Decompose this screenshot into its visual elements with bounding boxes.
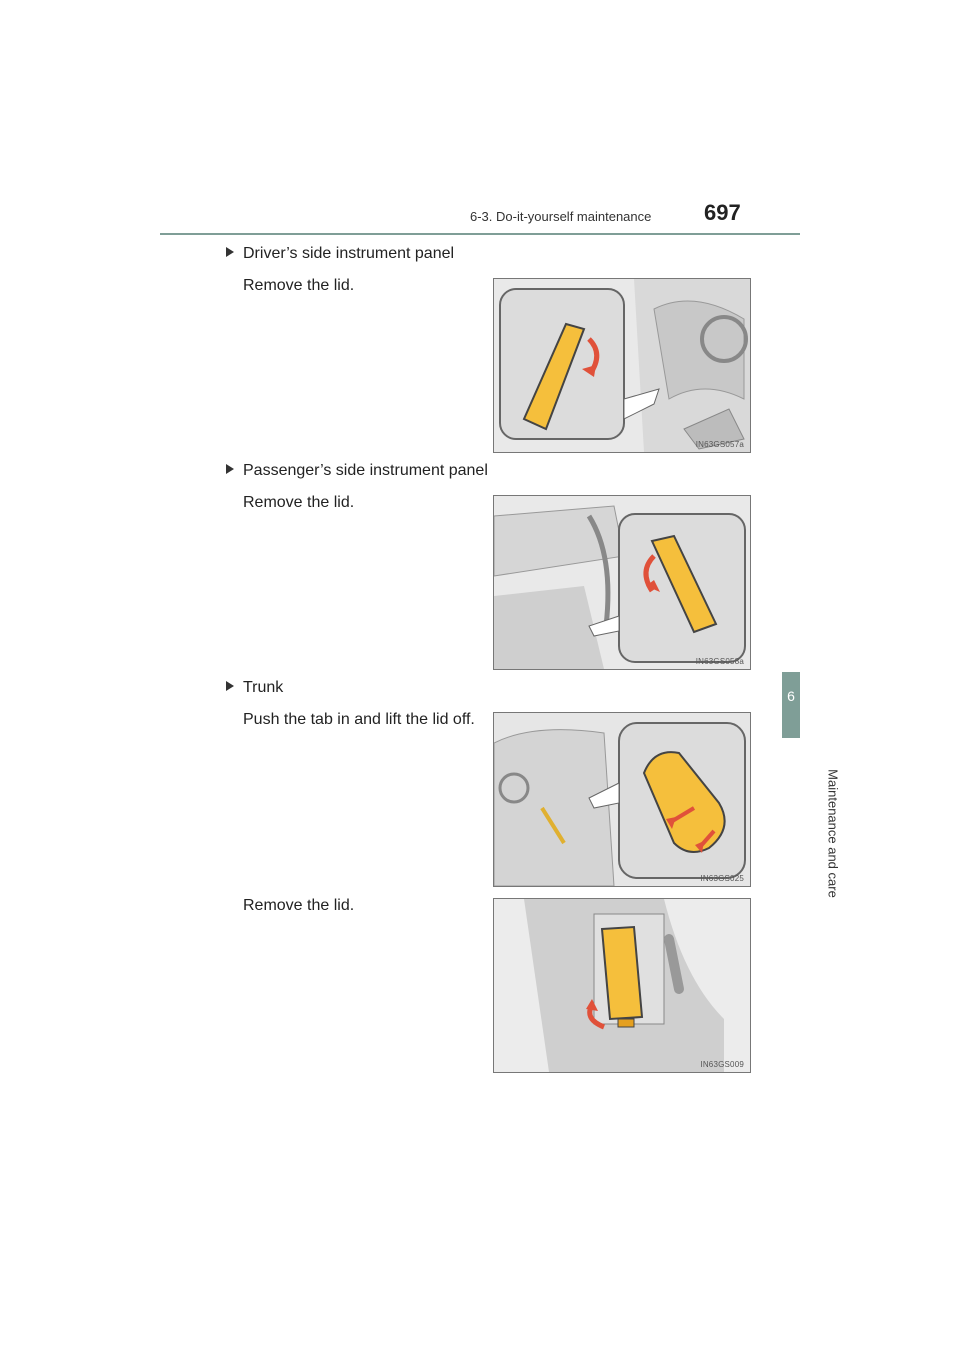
item-instruction: Push the tab in and lift the lid off. xyxy=(243,711,475,728)
figure-id: IN63GS058a xyxy=(695,657,744,666)
item-heading-text: Driver’s side instrument panel xyxy=(243,245,455,262)
trunk-lid-illustration xyxy=(494,899,750,1072)
chapter-number: 6 xyxy=(787,688,795,704)
chapter-title: Maintenance and care xyxy=(825,769,841,898)
item-instruction: Remove the lid. xyxy=(243,277,355,294)
item-instruction: Remove the lid. xyxy=(243,494,355,511)
bullet-triangle-icon xyxy=(226,464,234,474)
item-heading-text: Trunk xyxy=(243,679,284,696)
bullet-triangle-icon xyxy=(226,247,234,257)
figure-passenger-panel xyxy=(493,495,751,670)
figure-trunk-lid xyxy=(493,898,751,1073)
driver-panel-illustration xyxy=(494,279,750,452)
page-number: 697 xyxy=(704,200,741,225)
item-heading-text: Passenger’s side instrument panel xyxy=(243,462,488,479)
item-instruction: Remove the lid. xyxy=(243,897,355,914)
item-heading-passenger xyxy=(226,462,488,480)
figure-driver-panel xyxy=(493,278,751,453)
chapter-tab xyxy=(782,672,800,738)
trunk-illustration xyxy=(494,713,750,886)
figure-trunk xyxy=(493,712,751,887)
header-rule xyxy=(160,233,800,235)
item-heading-driver xyxy=(226,245,454,263)
figure-id: IN63GS025 xyxy=(700,874,744,883)
figure-id: IN63GS057a xyxy=(695,440,744,449)
figure-id: IN63GS009 xyxy=(700,1060,744,1069)
passenger-panel-illustration xyxy=(494,496,750,669)
section-title: 6-3. Do-it-yourself maintenance xyxy=(470,209,652,224)
item-heading-trunk xyxy=(226,679,283,697)
bullet-triangle-icon xyxy=(226,681,234,691)
